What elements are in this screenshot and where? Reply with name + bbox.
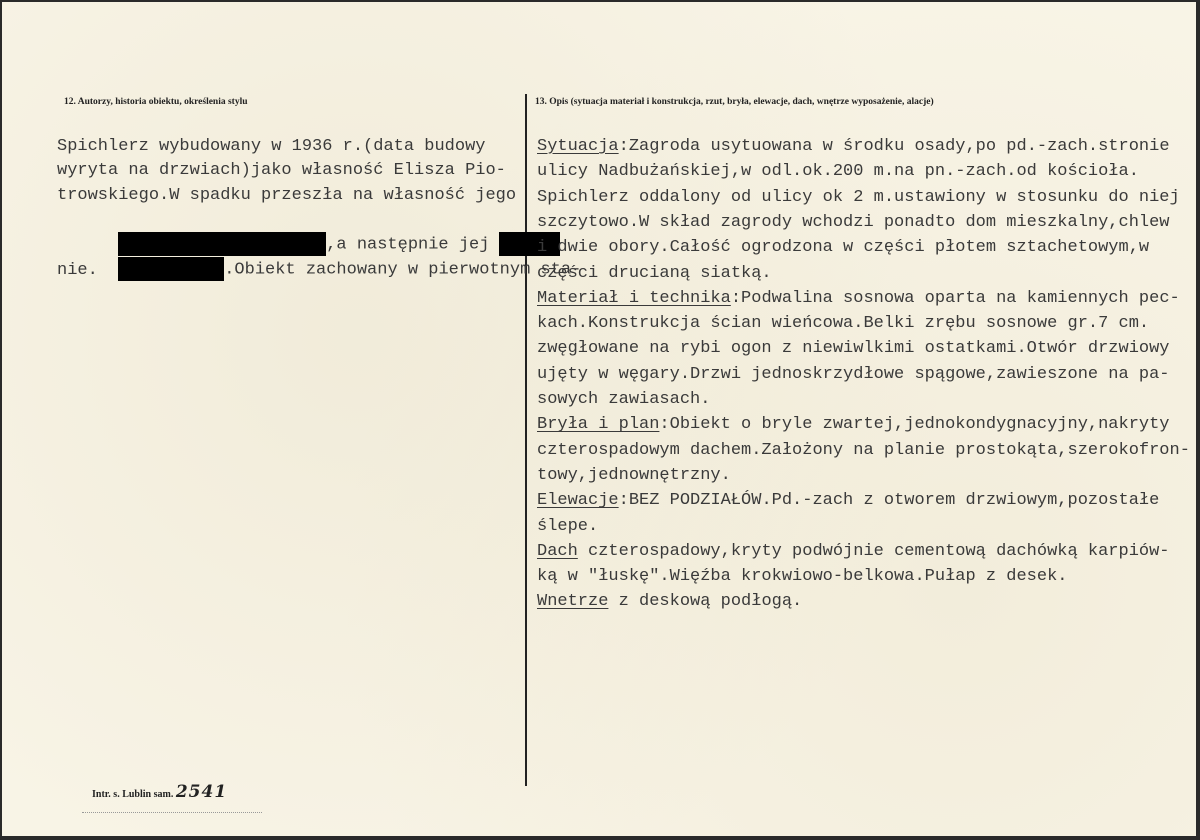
text-line <box>537 516 598 538</box>
text-line: wyryta na drzwiach)jako własność Elisza Pio- <box>57 161 506 180</box>
text-line <box>537 465 731 487</box>
text-segment: .Obiekt zachowany w pierwotnym sta- <box>224 260 582 280</box>
section-label: Sytuacja <box>537 137 619 156</box>
dotted-line <box>82 812 262 813</box>
section-label: Dach <box>537 541 578 561</box>
text-segment: czterospadowym dachem.Założony na planie prostokąta,szerokofron- <box>537 440 1190 460</box>
section-13-header: 13. Opis (sytuacja materiał i konstrukcja, rzut, bryła, elewacje, dach, wnętrze wyposażenie, alacje) <box>535 97 934 107</box>
text-line <box>537 161 1139 183</box>
archive-stamp <box>92 782 227 802</box>
text-line <box>537 338 1170 360</box>
stamp-text: Intr. s. Lublin sam. <box>92 789 174 800</box>
text-segment: kach.Konstrukcja ścian wieńcowa.Belki zrębu sosnowe gr.7 cm. <box>537 314 1150 334</box>
handwritten-number: 2541 <box>175 782 228 802</box>
column-divider <box>525 94 527 786</box>
text-line <box>537 591 802 613</box>
section-12-header: 12. Autorzy, historia obiektu, określenia stylu <box>64 97 248 107</box>
text-segment: Spichlerz oddalony od ulicy ok 2 m.ustawiony w stosunku do niej <box>537 187 1180 207</box>
section-label: Materiał i technika <box>537 288 731 308</box>
text-segment: towy,jednownętrzny. <box>537 465 731 485</box>
text-segment: :Obiekt o bryle zwartej,jednokondygnacyjny,nakryty <box>659 415 1170 435</box>
text-line <box>537 263 772 285</box>
text-line <box>537 136 1170 158</box>
text-segment: zwęgłowane na rybi ogon z niewiwlkimi ostatkami.Otwór drzwiowy <box>537 339 1170 359</box>
text-line <box>537 414 1170 436</box>
redaction-box <box>118 257 224 281</box>
text-line <box>537 389 710 411</box>
text-line <box>537 440 1190 462</box>
section-label: Elewacje <box>537 491 619 511</box>
text-line <box>537 288 1180 310</box>
text-segment: ślepe. <box>537 516 599 536</box>
text-line <box>57 210 560 255</box>
text-segment: :Podwalina sosnowa oparta na kamiennych pec- <box>730 288 1180 308</box>
text-segment: części drucianą siatką. <box>537 263 772 283</box>
text-segment: sowych zawiasach. <box>537 390 711 409</box>
text-line <box>537 541 1170 563</box>
text-line <box>537 313 1149 335</box>
text-segment: ujęty w węgary.Drzwi jednoskrzydłowe spągowe,zawieszone na pa- <box>537 364 1170 384</box>
text-line <box>537 490 1159 512</box>
text-line <box>537 364 1170 386</box>
text-line: trowskiego.W spadku przeszła na własność jego <box>57 186 517 205</box>
text-segment: z deskową podłogą. <box>608 592 803 612</box>
text-segment: :BEZ PODZIAŁÓW.Pd.-zach z otworem drzwiowym,pozostałe <box>618 491 1160 511</box>
text-line: nie. <box>57 261 98 280</box>
text-segment: i dwie obory.Całość ogrodzona w części płotem sztachetowym,w <box>537 238 1150 258</box>
text-segment: czterospadowy,kryty podwójnie cementową dachówką karpiów- <box>577 541 1170 561</box>
text-line <box>537 187 1180 209</box>
text-segment: ulicy Nadbużańskiej,w odl.ok.200 m.na pn.-zach.od kościoła. <box>537 162 1139 182</box>
section-label: Bryła i plan <box>537 415 660 435</box>
text-segment: ,a następnie jej <box>326 235 490 255</box>
text-line <box>537 566 1068 588</box>
text-segment: ką w "łuskę".Więźba krokwiowo-belkowa.Pułap z desek. <box>537 567 1068 587</box>
text-line <box>537 212 1170 234</box>
section-label: Wnetrze <box>537 592 609 612</box>
document-sheet <box>2 2 1196 836</box>
text-segment: szczytowo.W skład zagrody wchodzi ponadto dom mieszkalny,chlew <box>537 212 1170 232</box>
text-line: Spichlerz wybudowany w 1936 r.(data budowy <box>57 137 486 156</box>
text-line <box>537 237 1149 259</box>
text-segment: :Zagroda usytuowana w środku osady,po pd.-zach.stronie <box>618 137 1170 156</box>
